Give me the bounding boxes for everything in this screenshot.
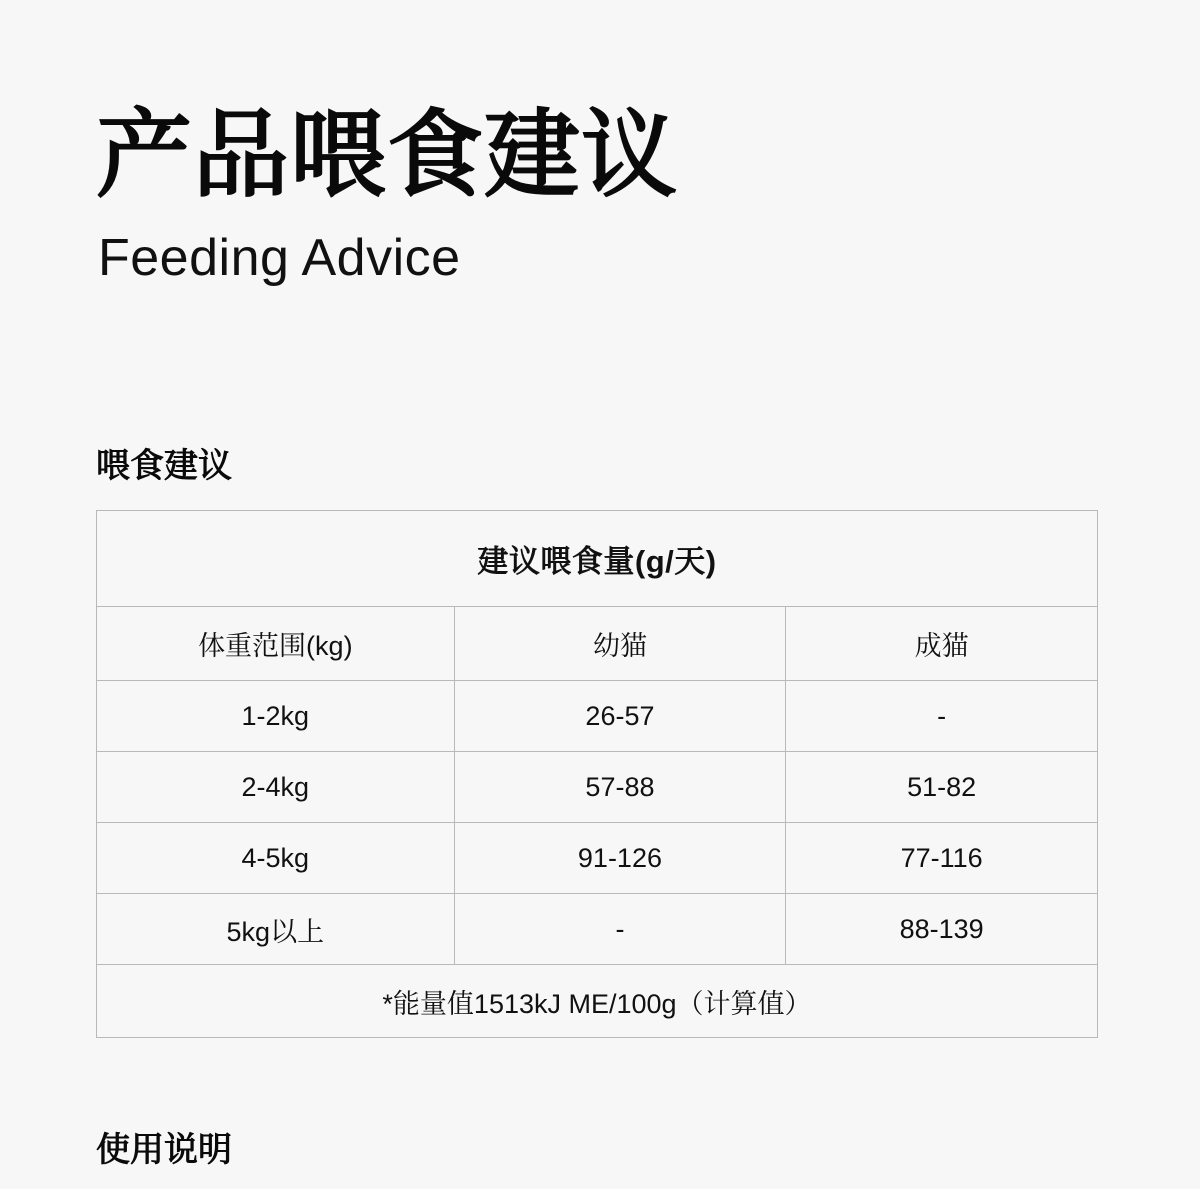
table-title-row	[97, 511, 1098, 607]
cell-kitten: -	[454, 894, 786, 965]
table-row	[97, 681, 1098, 752]
cell-weight: 1-2kg	[97, 681, 455, 752]
cell-weight: 2-4kg	[97, 752, 455, 823]
table-title: 建议喂食量(g/天)	[97, 511, 1098, 607]
page-title-cn: 产品喂食建议	[96, 102, 678, 209]
table-row	[97, 752, 1098, 823]
column-header-weight: 体重范围(kg)	[97, 607, 455, 681]
cell-adult: -	[786, 681, 1098, 752]
cell-adult: 51-82	[786, 752, 1098, 823]
column-header-kitten: 幼猫	[454, 607, 786, 681]
feeding-table-wrapper	[96, 510, 1098, 1038]
cell-weight: 4-5kg	[97, 823, 455, 894]
table-row	[97, 894, 1098, 965]
cell-adult: 77-116	[786, 823, 1098, 894]
table-row	[97, 823, 1098, 894]
section-heading-usage: 使用说明	[96, 1131, 232, 1169]
page-title-en: Feeding Advice	[98, 229, 461, 287]
cell-kitten: 26-57	[454, 681, 786, 752]
section-heading-feeding: 喂食建议	[96, 447, 232, 485]
table-note-row	[97, 965, 1098, 1038]
table-note: *能量值1513kJ ME/100g（计算值）	[97, 965, 1098, 1038]
cell-kitten: 91-126	[454, 823, 786, 894]
cell-kitten: 57-88	[454, 752, 786, 823]
cell-weight: 5kg以上	[97, 894, 455, 965]
column-header-adult: 成猫	[786, 607, 1098, 681]
feeding-amount-table	[96, 510, 1098, 1038]
cell-adult: 88-139	[786, 894, 1098, 965]
table-header-row	[97, 607, 1098, 681]
